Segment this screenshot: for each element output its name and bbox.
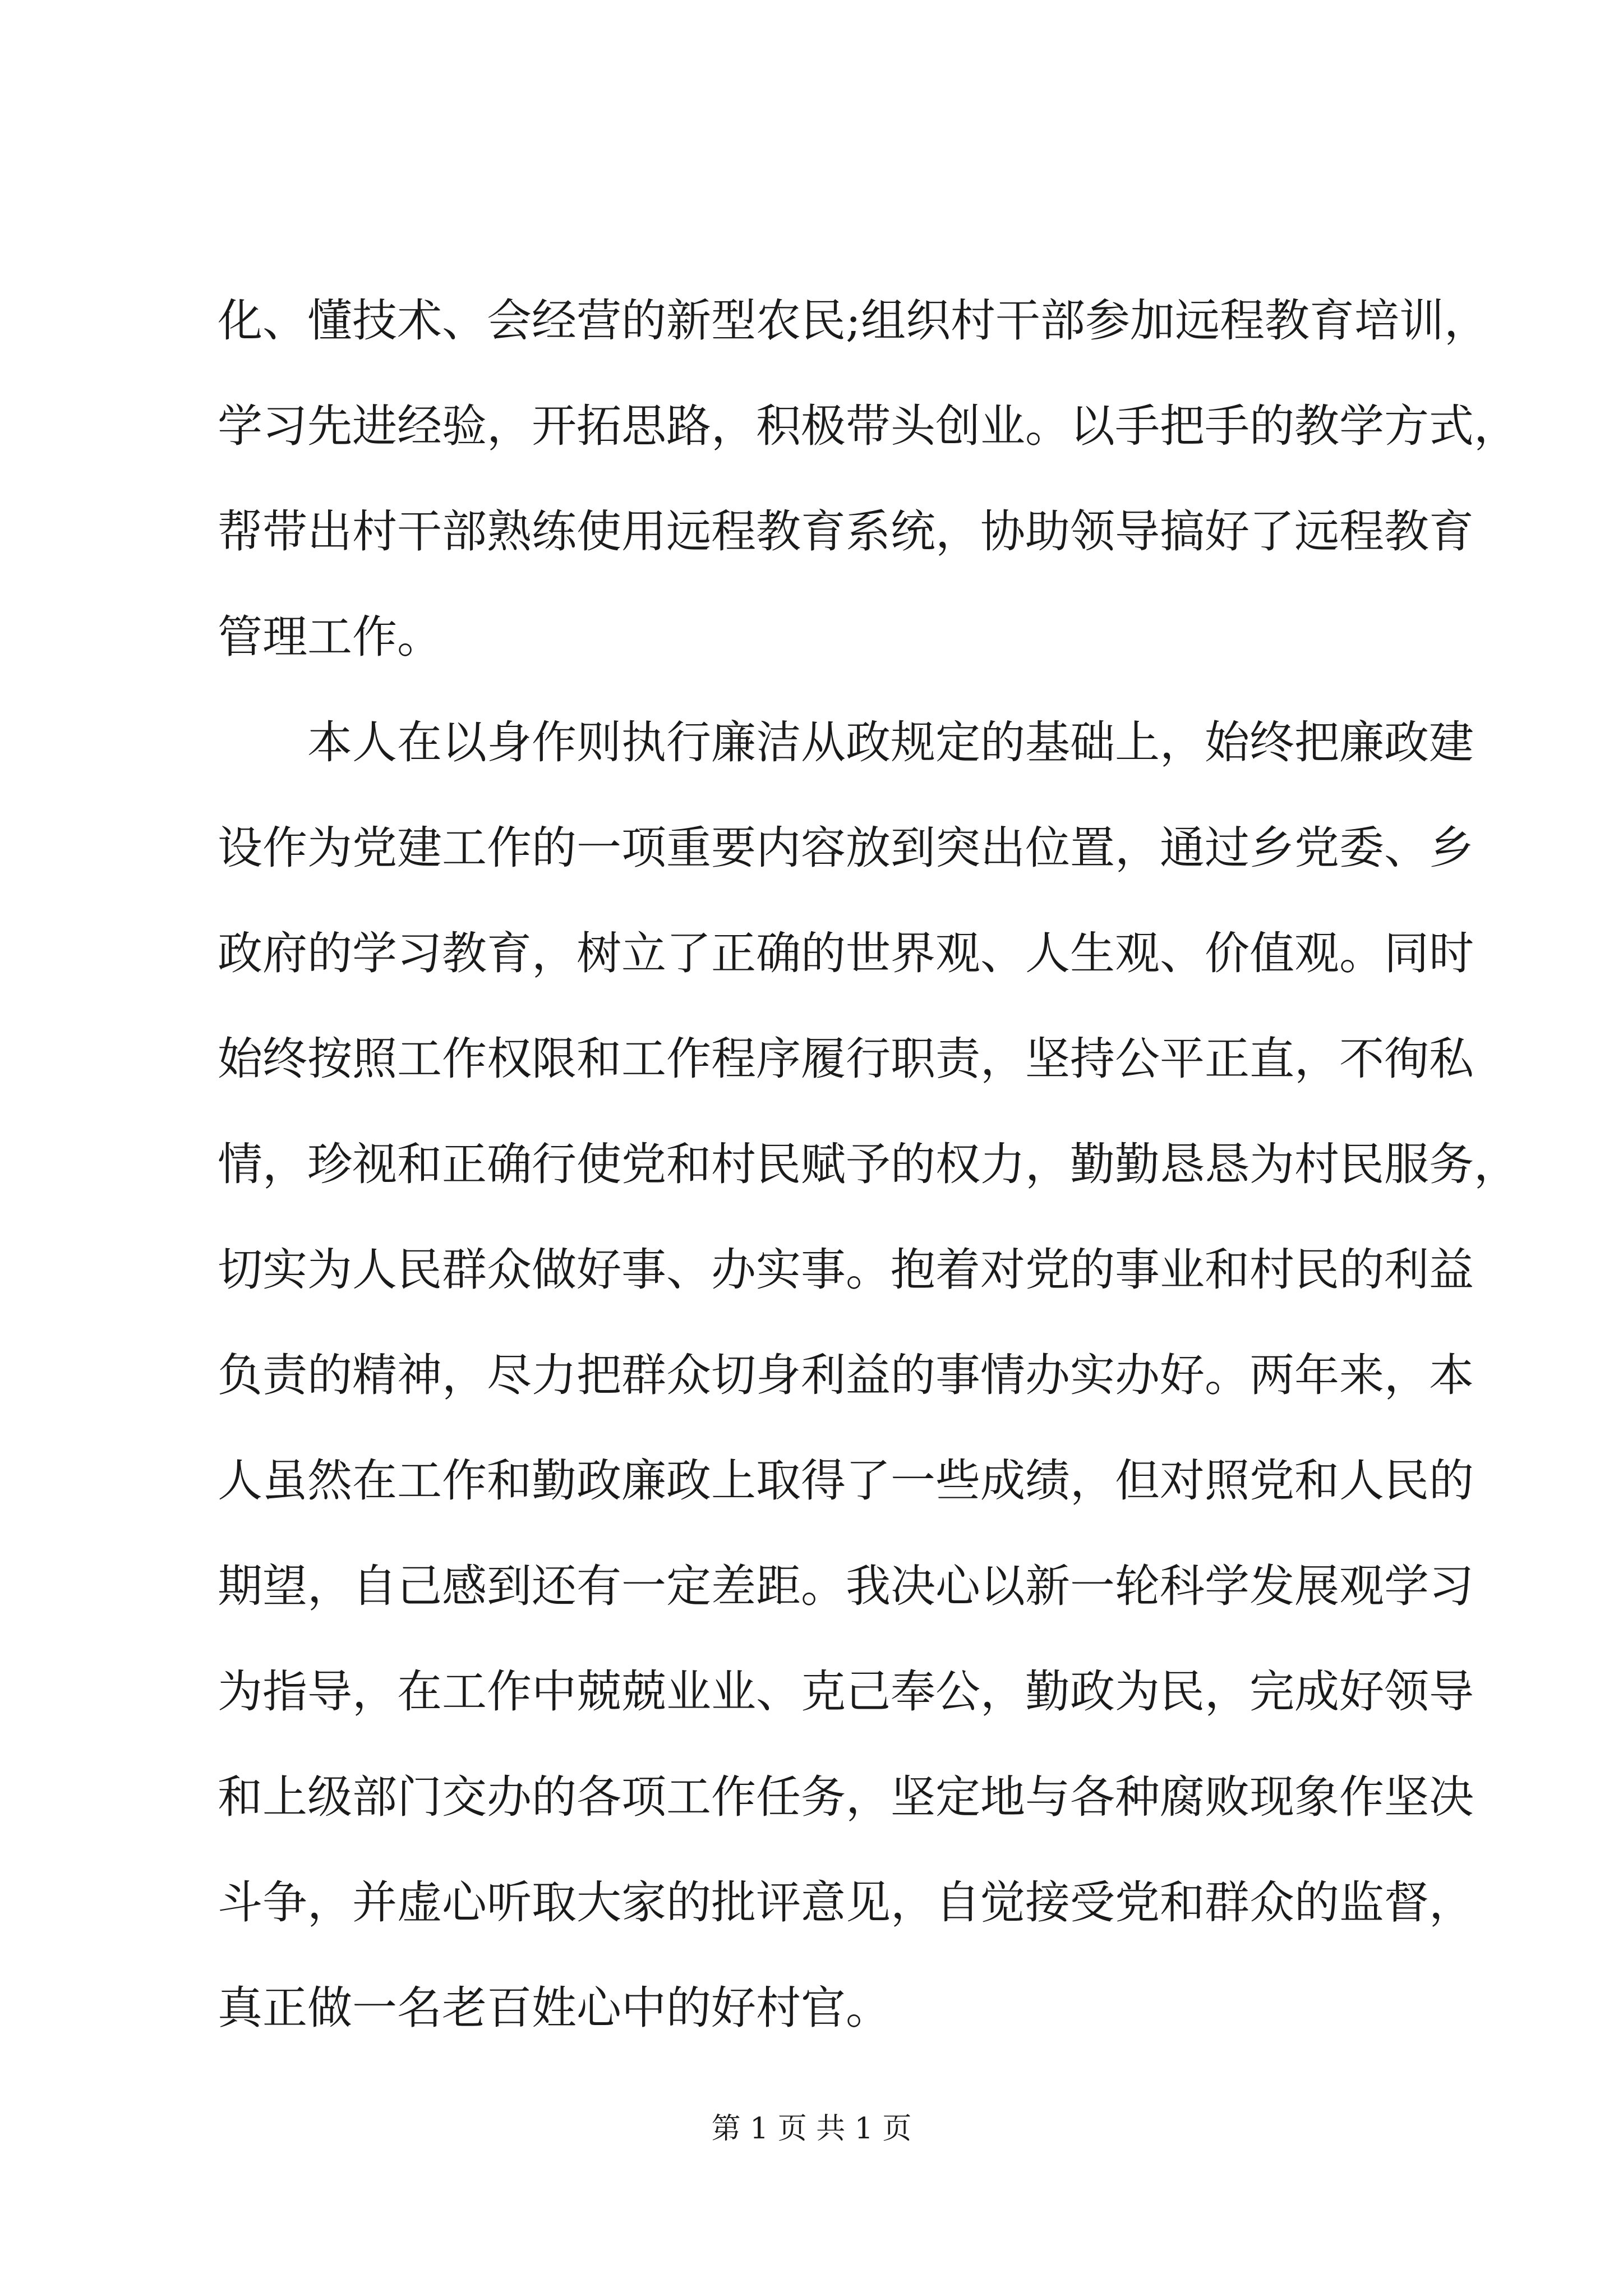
text-line: 负责的精神，尽力把群众切身利益的事情办实办好。两年来，本 [218, 1349, 1474, 1401]
text-line: 始终按照工作权限和工作程序履行职责，坚持公平正直，不徇私 [218, 1033, 1474, 1085]
text-line: 为指导，在工作中兢兢业业、克己奉公，勤政为民，完成好领导 [218, 1665, 1474, 1718]
text-line: 情，珍视和正确行使党和村民赋予的权力，勤勤恳恳为村民服务， [218, 1138, 1519, 1190]
paragraph-2 [218, 690, 1519, 2061]
text-line: 斗争，并虚心听取大家的批评意见，自觉接受党和群众的监督， [218, 1876, 1474, 1929]
page-number-label: 第 1 页 共 1 页 [711, 2112, 912, 2146]
page-footer [0, 2109, 1623, 2148]
text-line: 学习先进经验，开拓思路，积极带头创业。以手把手的教学方式， [218, 400, 1519, 452]
text-line: 管理工作。 [218, 611, 442, 663]
text-line: 人虽然在工作和勤政廉政上取得了一些成绩，但对照党和人民的 [218, 1455, 1474, 1507]
text-line: 设作为党建工作的一项重要内容放到突出位置，通过乡党委、乡 [218, 822, 1474, 874]
paragraph-1 [218, 268, 1519, 690]
text-line: 真正做一名老百姓心中的好村官。 [218, 1982, 891, 2034]
text-line: 政府的学习教育，树立了正确的世界观、人生观、价值观。同时 [218, 927, 1474, 979]
text-line: 和上级部门交办的各项工作任务，坚定地与各种腐败现象作坚决 [218, 1771, 1474, 1823]
text-line: 切实为人民群众做好事、办实事。抱着对党的事业和村民的利益 [218, 1244, 1474, 1296]
text-line: 化、懂技术、会经营的新型农民;组织村干部参加远程教育培训， [218, 295, 1489, 347]
text-line: 帮带出村干部熟练使用远程教育系统，协助领导搞好了远程教育 [218, 505, 1474, 558]
document-body [218, 268, 1519, 2061]
text-line: 本人在以身作则执行廉洁从政规定的基础上，始终把廉政建 [218, 716, 1474, 769]
text-line: 期望，自己感到还有一定差距。我决心以新一轮科学发展观学习 [218, 1560, 1474, 1612]
